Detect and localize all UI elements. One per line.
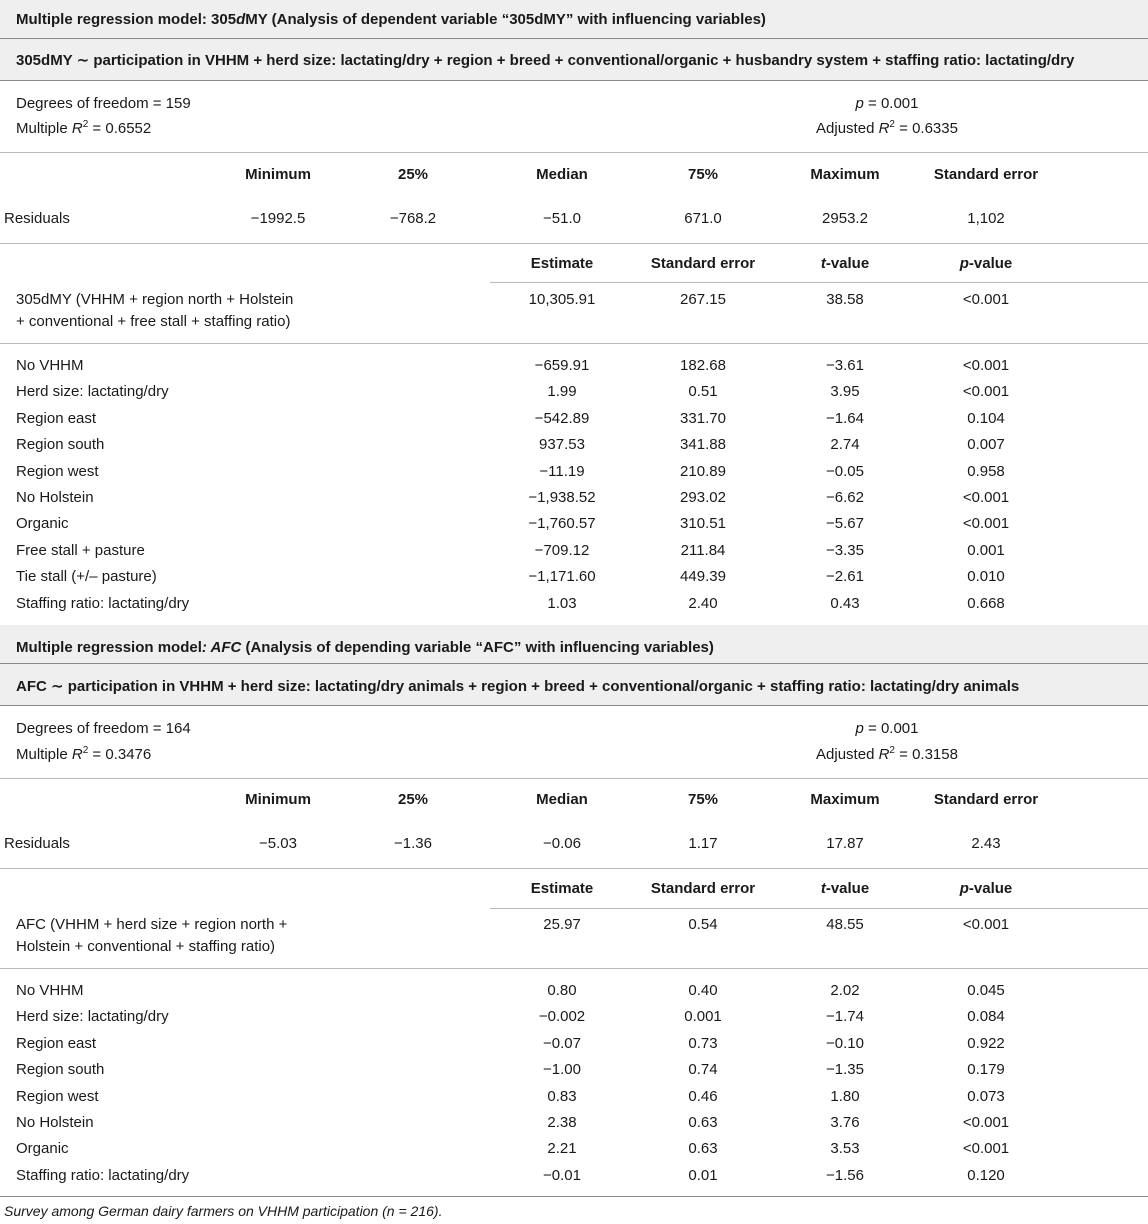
model1-rule-5 xyxy=(490,282,1148,283)
model2-resid-value: 2.43 xyxy=(971,835,1001,852)
model1-row-estimate: −709.12 xyxy=(534,541,590,559)
model2-resid-header: Median xyxy=(536,791,588,808)
model1-formula: 305dMY ∼ participation in VHHM + herd size: lactating/dry + region + breed + conventional/organic + husbandry system + staffing ratio: lactating/dry xyxy=(16,52,1075,69)
model2-rule-6 xyxy=(0,968,1148,969)
model1-row-t: −2.61 xyxy=(826,568,864,586)
model2-row-label: No VHHM xyxy=(16,982,84,999)
model1-row-t: −3.61 xyxy=(826,357,864,374)
model2-resid-header: 75% xyxy=(687,791,719,808)
model2-resid-value: −1.36 xyxy=(394,835,432,852)
model2-row-t: −0.10 xyxy=(826,1034,864,1052)
model1-row-t: −0.05 xyxy=(826,462,864,480)
model1-row-estimate: 1.99 xyxy=(547,383,577,401)
model1-rule-4 xyxy=(0,243,1148,244)
model2-p-value: p = 0.001 xyxy=(855,720,919,737)
model2-title: Multiple regression model: AFC (Analysis of depending variable “AFC” with influencing variables) xyxy=(16,639,714,656)
model2-rule-4 xyxy=(0,868,1148,869)
model2-row-p: 0.045 xyxy=(967,982,1005,999)
model1-row-p: 0.958 xyxy=(967,462,1005,480)
model1-resid-value: 671.0 xyxy=(684,210,722,227)
model1-resid-value: 2953.2 xyxy=(822,210,868,227)
model1-row-p: 0.668 xyxy=(967,594,1005,612)
model2-row-t: −1.35 xyxy=(826,1061,864,1079)
model2-row-p: <0.001 xyxy=(962,1140,1010,1158)
model1-row-estimate: −1,171.60 xyxy=(528,568,596,586)
model1-row-se: 0.51 xyxy=(688,383,718,401)
model1-row-estimate: −11.19 xyxy=(539,462,585,480)
model2-rule-5 xyxy=(490,908,1148,909)
model1-row-se: 310.51 xyxy=(680,515,726,533)
model2-row-se: 0.74 xyxy=(688,1061,718,1079)
model2-row-label: No Holstein xyxy=(16,1114,94,1131)
model2-formula: AFC ∼ participation in VHHM + herd size: lactating/dry animals + region + breed + conventional/organic + staffing ratio: lactating/dry animals xyxy=(16,678,1020,695)
model1-resid-value: −51.0 xyxy=(543,210,581,227)
model1-row-se: 293.02 xyxy=(680,489,726,506)
model2-rule-3 xyxy=(0,778,1148,779)
model2-row-p: 0.179 xyxy=(967,1061,1005,1079)
model2-row-p: 0.073 xyxy=(967,1087,1005,1105)
model1-row-t: −5.67 xyxy=(826,515,864,533)
model1-rule-3 xyxy=(0,152,1148,153)
model1-multiple-r2: Multiple $R^2 = 0.6552$ xyxy=(16,119,152,137)
model1-row-p: <0.001 xyxy=(962,357,1010,374)
model1-row-se: 331.70 xyxy=(680,409,726,427)
model2-row-label: Region west xyxy=(16,1087,99,1105)
model2-resid-label: Residuals xyxy=(4,835,70,852)
model1-resid-header: Median xyxy=(536,166,588,183)
model1-intercept-value: 38.58 xyxy=(826,291,864,308)
model2-row-estimate: −0.01 xyxy=(543,1166,581,1184)
model2-row-estimate: −0.002 xyxy=(538,1008,586,1026)
model2-row-estimate: 2.21 xyxy=(547,1140,577,1158)
model1-row-p: 0.010 xyxy=(967,568,1005,586)
model1-row-estimate: −659.91 xyxy=(534,357,590,374)
model2-row-estimate: 0.80 xyxy=(547,982,577,999)
model1-resid-value: 1,102 xyxy=(967,210,1005,227)
model2-coef-header: Standard error xyxy=(650,880,756,897)
model1-row-p: <0.001 xyxy=(962,383,1010,401)
model1-row-se: 341.88 xyxy=(680,436,726,454)
model1-row-se: 449.39 xyxy=(680,568,726,586)
model1-row-label: Organic xyxy=(16,515,69,533)
model1-intercept-label: 305dMY (VHHM + region north + Holstein xyxy=(16,291,294,308)
model2-coef-header: t-value xyxy=(820,880,870,897)
model2-row-t: 2.02 xyxy=(830,982,860,999)
model1-row-se: 211.84 xyxy=(680,541,726,559)
model2-intercept-label: AFC (VHHM + herd size + region north + xyxy=(16,916,288,933)
model1-resid-header: Standard error xyxy=(933,166,1039,183)
model2-row-se: 0.46 xyxy=(688,1087,718,1105)
model1-row-estimate: −1,938.52 xyxy=(528,489,596,506)
model2-resid-value: 17.87 xyxy=(826,835,864,852)
model2-row-t: 1.80 xyxy=(830,1087,860,1105)
model2-row-label: Organic xyxy=(16,1140,69,1158)
model2-intercept-value: 0.54 xyxy=(688,916,718,933)
model2-coef-header: Estimate xyxy=(530,880,594,897)
model1-row-t: −3.35 xyxy=(826,541,864,559)
model1-row-p: <0.001 xyxy=(962,489,1010,506)
model1-coef-header: p-value xyxy=(959,255,1013,272)
model2-row-t: −1.56 xyxy=(826,1166,864,1184)
model1-intercept-value: <0.001 xyxy=(962,291,1010,308)
model2-resid-header: 25% xyxy=(397,791,429,808)
model2-row-se: 0.01 xyxy=(688,1166,718,1184)
model1-title: Multiple regression model: 305dMY (Analysis of dependent variable “305dMY” with influencing variables) xyxy=(16,11,766,28)
model2-resid-header: Minimum xyxy=(245,791,311,808)
model2-row-se: 0.63 xyxy=(688,1140,718,1158)
model2-resid-header: Standard error xyxy=(933,791,1039,808)
model1-row-label: Free stall + pasture xyxy=(16,541,145,559)
model1-row-t: −1.64 xyxy=(826,409,864,427)
model1-adjusted-r2: Adjusted $R^2 = 0.6335$ xyxy=(816,119,958,137)
model2-row-label: Herd size: lactating/dry xyxy=(16,1008,169,1026)
model1-resid-header: Minimum xyxy=(245,166,311,183)
model2-row-estimate: 2.38 xyxy=(547,1114,577,1131)
model1-row-label: Region east xyxy=(16,409,97,427)
model1-resid-header: 75% xyxy=(687,166,719,183)
model1-row-label: No Holstein xyxy=(16,489,94,506)
model2-row-se: 0.73 xyxy=(688,1034,718,1052)
model2-row-p: <0.001 xyxy=(962,1114,1010,1131)
model1-row-p: 0.007 xyxy=(967,436,1005,454)
model1-row-label: Region west xyxy=(16,462,99,480)
model2-row-label: Staffing ratio: lactating/dry xyxy=(16,1166,190,1184)
model1-resid-label: Residuals xyxy=(4,210,70,227)
model1-row-label: Herd size: lactating/dry xyxy=(16,383,169,401)
model2-intercept-value: <0.001 xyxy=(962,916,1010,933)
model1-row-t: 2.74 xyxy=(830,436,860,454)
model2-row-label: Region south xyxy=(16,1061,105,1079)
model1-row-se: 182.68 xyxy=(680,357,726,374)
model1-row-estimate: −1,760.57 xyxy=(528,515,596,533)
model2-rule-2 xyxy=(0,705,1148,706)
model1-row-p: 0.001 xyxy=(967,541,1005,559)
model2-row-estimate: −1.00 xyxy=(543,1061,581,1079)
model2-resid-value: −0.06 xyxy=(543,835,581,852)
model1-coef-header: Standard error xyxy=(650,255,756,272)
model2-row-t: −1.74 xyxy=(826,1008,864,1026)
model1-row-p: <0.001 xyxy=(962,515,1010,533)
model2-row-t: 3.76 xyxy=(830,1114,860,1131)
model1-intercept-label: + conventional + free stall + staffing ratio) xyxy=(16,313,291,330)
model1-p-value: p = 0.001 xyxy=(855,95,919,112)
model1-resid-header: Maximum xyxy=(810,166,880,183)
model1-row-label: Staffing ratio: lactating/dry xyxy=(16,594,190,612)
model1-dof: Degrees of freedom = 159 xyxy=(16,95,191,112)
model1-coef-header: t-value xyxy=(820,255,870,272)
model1-intercept-value: 267.15 xyxy=(680,291,726,308)
table-bottom-rule xyxy=(0,1196,1148,1197)
model1-resid-value: −1992.5 xyxy=(250,210,306,227)
footnote: Survey among German dairy farmers on VHHM participation (n = 216). xyxy=(4,1203,443,1219)
model1-row-label: No VHHM xyxy=(16,357,84,374)
model1-row-estimate: −542.89 xyxy=(534,409,590,427)
model2-resid-header: Maximum xyxy=(810,791,880,808)
model2-resid-value: −5.03 xyxy=(259,835,297,852)
model2-multiple-r2: Multiple $R^2 = 0.3476$ xyxy=(16,745,152,763)
model1-row-label: Region south xyxy=(16,436,105,454)
model2-row-estimate: 0.83 xyxy=(547,1087,577,1105)
model2-coef-header: p-value xyxy=(959,880,1013,897)
model1-row-se: 210.89 xyxy=(680,462,726,480)
model1-row-t: −6.62 xyxy=(826,489,864,506)
model2-adjusted-r2: Adjusted $R^2 = 0.3158$ xyxy=(816,745,958,763)
model2-row-p: 0.084 xyxy=(967,1008,1005,1026)
model1-row-label: Tie stall (+/– pasture) xyxy=(16,568,157,586)
model1-rule-6 xyxy=(0,343,1148,344)
model2-dof: Degrees of freedom = 164 xyxy=(16,720,191,737)
model2-resid-value: 1.17 xyxy=(688,835,718,852)
model1-row-estimate: 937.53 xyxy=(539,436,585,454)
model2-row-t: 3.53 xyxy=(830,1140,860,1158)
model1-intercept-value: 10,305.91 xyxy=(528,291,596,308)
model2-row-p: 0.120 xyxy=(967,1166,1005,1184)
model1-rule-2 xyxy=(0,80,1148,81)
model2-intercept-value: 48.55 xyxy=(826,916,864,933)
model2-row-label: Region east xyxy=(16,1034,97,1052)
model2-row-se: 0.001 xyxy=(684,1008,722,1026)
model2-row-p: 0.922 xyxy=(967,1034,1005,1052)
model1-row-t: 0.43 xyxy=(830,594,860,612)
model2-row-se: 0.40 xyxy=(688,982,718,999)
model2-row-estimate: −0.07 xyxy=(543,1034,581,1052)
model1-row-t: 3.95 xyxy=(830,383,860,401)
model1-row-se: 2.40 xyxy=(688,594,718,612)
model1-resid-value: −768.2 xyxy=(389,210,437,227)
model1-coef-header: Estimate xyxy=(530,255,594,272)
model1-row-estimate: 1.03 xyxy=(547,594,577,612)
model1-resid-header: 25% xyxy=(397,166,429,183)
model2-intercept-label: Holstein + conventional + staffing ratio) xyxy=(16,938,276,955)
model2-row-se: 0.63 xyxy=(688,1114,718,1131)
model1-row-p: 0.104 xyxy=(967,409,1005,427)
model2-intercept-value: 25.97 xyxy=(543,916,581,933)
